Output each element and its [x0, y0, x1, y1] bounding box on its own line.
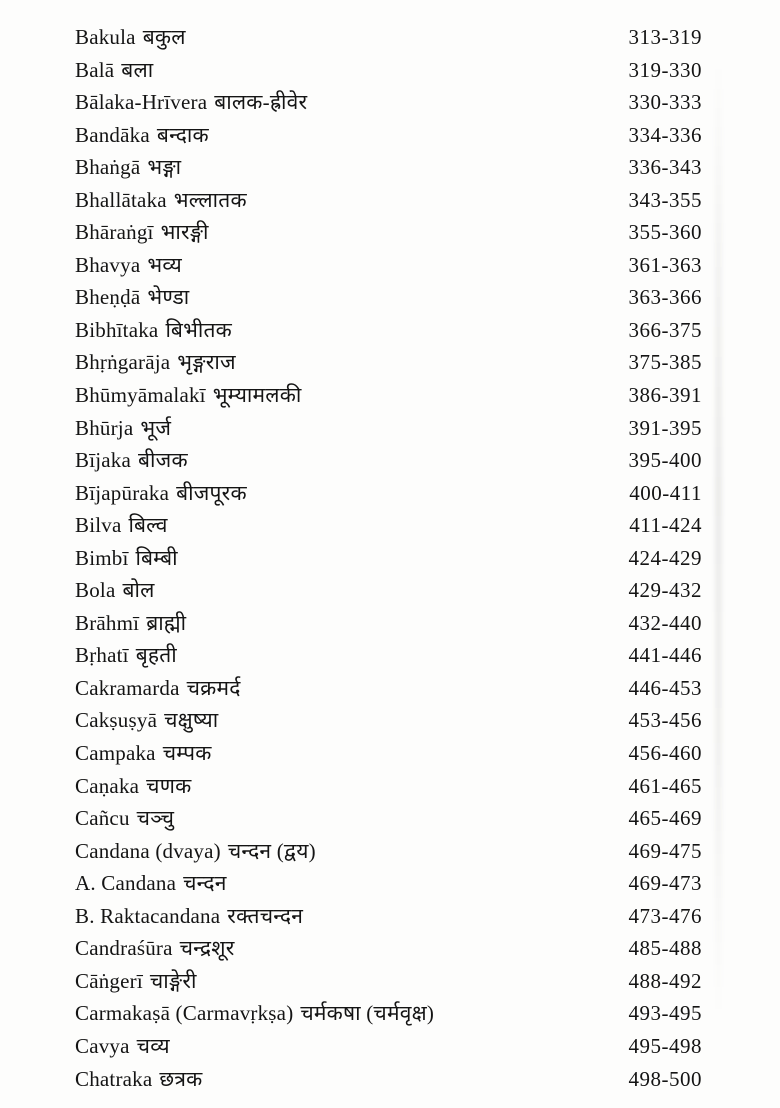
entry-devanagari-name: चक्रमर्द	[186, 675, 241, 700]
index-entry	[75, 965, 702, 998]
entry-name	[75, 802, 174, 835]
entry-page-range: 334-336	[628, 122, 702, 147]
entry-page-range: 343-355	[628, 187, 702, 212]
entry-roman-name: Cāṅgerī	[75, 968, 143, 993]
entry-devanagari-name: भल्लातक	[173, 187, 247, 212]
entry-roman-name: Bakula	[75, 25, 136, 49]
entry-name	[75, 704, 218, 737]
entry-page-range: 330-333	[628, 90, 702, 115]
index-entry	[75, 412, 702, 445]
index-entry	[75, 444, 702, 477]
entry-devanagari-name: भूम्यामलकी	[212, 383, 302, 408]
entry-devanagari-name: बन्दाक	[156, 122, 209, 147]
entry-page-range: 461-465	[628, 773, 702, 798]
entry-page-range: 336-343	[628, 155, 702, 180]
entry-devanagari-name: चन्दन (द्वय)	[227, 838, 316, 863]
entry-page-range: 361-363	[628, 252, 702, 277]
entry-name	[75, 867, 227, 900]
entry-devanagari-name: ब्राह्मी	[146, 610, 187, 635]
entry-name	[75, 770, 191, 803]
entry-roman-name: Bibhītaka	[75, 317, 159, 342]
index-entry	[75, 770, 702, 803]
index-entry	[75, 184, 702, 217]
entry-name	[75, 542, 178, 575]
index-entry	[75, 346, 702, 379]
entry-page-range: 411-424	[629, 513, 702, 538]
index-entry	[75, 281, 702, 314]
index-list	[75, 21, 702, 1095]
entry-page-range: 366-375	[628, 317, 702, 342]
entry-roman-name: Bhāraṅgī	[75, 220, 154, 245]
entry-roman-name: Bhallātaka	[75, 187, 167, 212]
entry-name	[75, 119, 209, 152]
entry-devanagari-name: बीजक	[138, 448, 188, 473]
index-entry	[75, 802, 702, 835]
entry-name	[75, 54, 153, 87]
entry-devanagari-name: चन्दन	[183, 871, 227, 896]
entry-roman-name: Carmakaṣā (Carmavṛkṣa)	[75, 1001, 294, 1026]
scan-artifact	[715, 60, 722, 1020]
entry-page-range: 453-456	[628, 708, 702, 733]
index-entry	[75, 1030, 702, 1063]
entry-roman-name: Caṇaka	[75, 773, 140, 798]
index-entry	[75, 900, 702, 933]
entry-name	[75, 737, 212, 770]
entry-name	[75, 412, 171, 445]
entry-roman-name: Bimbī	[75, 545, 129, 570]
entry-devanagari-name: चाङ्गेरी	[149, 968, 197, 993]
entry-name	[75, 86, 307, 119]
entry-roman-name: Bhṛṅgarāja	[75, 350, 171, 375]
index-entry	[75, 379, 702, 412]
entry-name	[75, 639, 177, 672]
entry-devanagari-name: बिम्बी	[135, 545, 178, 570]
entry-page-range: 395-400	[628, 448, 702, 473]
entry-page-range: 498-500	[628, 1066, 702, 1091]
index-entry	[75, 607, 702, 640]
entry-page-range: 493-495	[628, 1001, 702, 1026]
entry-devanagari-name: बिभीतक	[165, 317, 232, 342]
entry-name	[75, 1063, 202, 1096]
index-entry	[75, 672, 702, 705]
entry-name	[75, 672, 241, 705]
entry-roman-name: Bījapūraka	[75, 480, 170, 505]
entry-name	[75, 249, 182, 282]
entry-page-range: 495-498	[628, 1033, 702, 1058]
entry-devanagari-name: बालक-ह्रीवेर	[214, 90, 308, 115]
entry-name	[75, 379, 302, 412]
entry-roman-name: Bhūrja	[75, 415, 134, 440]
entry-name	[75, 997, 434, 1030]
index-entry	[75, 54, 702, 87]
entry-page-range: 432-440	[628, 610, 702, 635]
entry-devanagari-name: छत्रक	[159, 1066, 203, 1091]
index-entry	[75, 249, 702, 282]
entry-devanagari-name: चञ्चु	[136, 806, 175, 831]
entry-roman-name: Chatraka	[75, 1066, 153, 1091]
entry-roman-name: A. Candana	[75, 871, 177, 896]
entry-page-range: 488-492	[628, 968, 702, 993]
entry-name	[75, 509, 168, 542]
index-entry	[75, 151, 702, 184]
entry-roman-name: Balā	[75, 57, 115, 82]
entry-devanagari-name: चव्य	[136, 1033, 170, 1058]
entry-roman-name: Candraśūra	[75, 936, 173, 961]
entry-roman-name: Bandāka	[75, 122, 150, 147]
entry-roman-name: B. Raktacandana	[75, 903, 221, 928]
entry-roman-name: Candana (dvaya)	[75, 838, 221, 863]
entry-devanagari-name: भारङ्गी	[160, 220, 209, 245]
index-entry	[75, 1063, 702, 1096]
entry-page-range: 375-385	[628, 350, 702, 375]
entry-devanagari-name: बला	[121, 57, 154, 82]
index-entry	[75, 21, 702, 54]
entry-devanagari-name: चक्षुष्या	[164, 708, 219, 733]
entry-roman-name: Bhūmyāmalakī	[75, 383, 206, 408]
entry-roman-name: Bola	[75, 578, 116, 603]
entry-page-range: 469-475	[628, 838, 702, 863]
entry-name	[75, 900, 303, 933]
entry-devanagari-name: चर्मकषा (चर्मवृक्ष)	[300, 1001, 435, 1026]
entry-page-range: 441-446	[628, 643, 702, 668]
entry-name	[75, 574, 155, 607]
entry-page-range: 391-395	[628, 415, 702, 440]
entry-devanagari-name: बिल्व	[128, 513, 168, 538]
entry-page-range: 386-391	[628, 383, 702, 408]
entry-name	[75, 21, 186, 54]
entry-devanagari-name: भृङ्गराज	[177, 350, 236, 375]
entry-page-range: 363-366	[628, 285, 702, 310]
entry-roman-name: Bhaṅgā	[75, 155, 141, 180]
entry-devanagari-name: बीजपूरक	[176, 480, 247, 505]
entry-roman-name: Cakṣuṣyā	[75, 708, 158, 733]
index-entry	[75, 216, 702, 249]
entry-roman-name: Bālaka-Hrīvera	[75, 90, 208, 115]
entry-name	[75, 932, 234, 965]
entry-roman-name: Bhavya	[75, 252, 141, 277]
entry-name	[75, 184, 247, 217]
index-entry	[75, 574, 702, 607]
entry-devanagari-name: भव्य	[147, 252, 182, 277]
entry-roman-name: Bheṇḍā	[75, 285, 141, 310]
entry-name	[75, 477, 247, 510]
entry-name	[75, 607, 186, 640]
index-entry	[75, 932, 702, 965]
entry-name	[75, 965, 197, 998]
index-entry	[75, 477, 702, 510]
entry-name	[75, 216, 209, 249]
entry-name	[75, 1030, 170, 1063]
entry-page-range: 424-429	[628, 545, 702, 570]
entry-devanagari-name: रक्तचन्दन	[227, 903, 304, 928]
entry-page-range: 465-469	[628, 806, 702, 831]
entry-name	[75, 835, 316, 868]
entry-page-range: 485-488	[628, 936, 702, 961]
entry-page-range: 473-476	[628, 903, 702, 928]
index-entry	[75, 639, 702, 672]
entry-roman-name: Brāhmī	[75, 610, 140, 635]
entry-name	[75, 444, 188, 477]
index-entry	[75, 119, 702, 152]
entry-page-range: 355-360	[628, 220, 702, 245]
entry-devanagari-name: बृहती	[135, 643, 177, 668]
entry-devanagari-name: बोल	[122, 578, 155, 603]
entry-roman-name: Cañcu	[75, 806, 130, 831]
entry-devanagari-name: चणक	[146, 773, 192, 798]
entry-roman-name: Cakramarda	[75, 675, 180, 700]
entry-page-range: 469-473	[628, 871, 702, 896]
entry-page-range: 446-453	[628, 675, 702, 700]
index-entry	[75, 835, 702, 868]
entry-roman-name: Bilva	[75, 513, 122, 538]
index-entry	[75, 867, 702, 900]
entry-page-range: 400-411	[629, 480, 702, 505]
entry-page-range: 456-460	[628, 741, 702, 766]
entry-roman-name: Cavya	[75, 1033, 130, 1058]
index-entry	[75, 542, 702, 575]
entry-page-range: 429-432	[628, 578, 702, 603]
entry-devanagari-name: चम्पक	[162, 741, 212, 766]
entry-name	[75, 346, 236, 379]
index-entry	[75, 737, 702, 770]
entry-page-range: 319-330	[628, 57, 702, 82]
entry-page-range: 313-319	[628, 25, 702, 49]
index-entry	[75, 704, 702, 737]
entry-devanagari-name: चन्द्रशूर	[179, 936, 235, 961]
index-entry	[75, 997, 702, 1030]
index-entry	[75, 86, 702, 119]
index-entry	[75, 509, 702, 542]
entry-devanagari-name: भेण्डा	[147, 285, 190, 310]
entry-roman-name: Bījaka	[75, 448, 132, 473]
entry-name	[75, 314, 232, 347]
index-entry	[75, 314, 702, 347]
entry-devanagari-name: भङ्गा	[147, 155, 182, 180]
entry-devanagari-name: भूर्ज	[140, 415, 172, 440]
entry-roman-name: Campaka	[75, 741, 156, 766]
entry-name	[75, 151, 181, 184]
entry-devanagari-name: बकुल	[142, 25, 186, 49]
entry-name	[75, 281, 189, 314]
entry-roman-name: Bṛhatī	[75, 643, 129, 668]
